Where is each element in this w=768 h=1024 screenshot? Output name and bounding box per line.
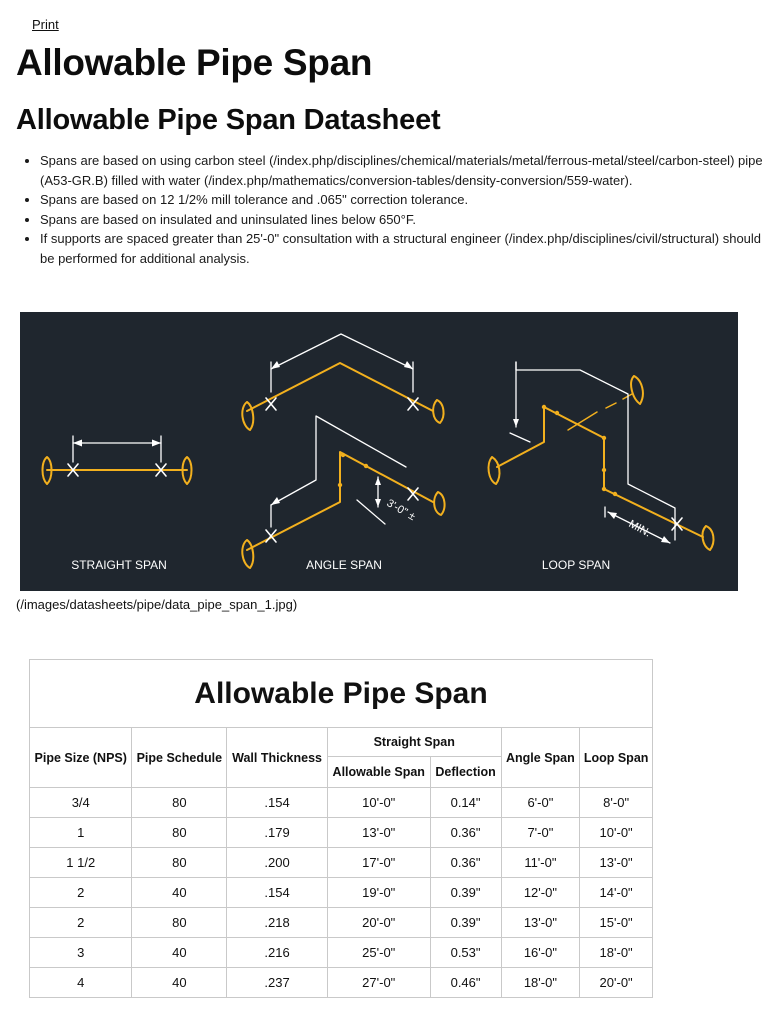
- angle-span-drawing: [242, 334, 444, 568]
- header-wall-thickness: Wall Thickness: [227, 728, 328, 788]
- cell-pipe-size: 1 1/2: [30, 848, 132, 878]
- table-row: [30, 908, 653, 938]
- header-loop-span: Loop Span: [580, 728, 653, 788]
- cell-pipe-size: 4: [30, 968, 132, 998]
- table-row: [30, 938, 653, 968]
- cell-pipe-size: 1: [30, 818, 132, 848]
- cell-angle-span: 16'-0": [501, 938, 580, 968]
- cell-deflection: 0.53": [430, 938, 501, 968]
- note-item-structural-engineer: • If supports are spaced greater than 25'-0" consultation with a structural engineer (/index.php/disciplines/civil/structural) should be performed for additional analysis.: [40, 229, 768, 268]
- section-title: Allowable Pipe Span Datasheet: [16, 104, 441, 136]
- header-pipe-schedule: Pipe Schedule: [132, 728, 227, 788]
- cell-deflection: 0.39": [430, 908, 501, 938]
- cell-deflection: 0.39": [430, 878, 501, 908]
- table-row: [30, 968, 653, 998]
- cell-schedule: 80: [132, 788, 227, 818]
- cell-wall: .154: [227, 788, 328, 818]
- cell-schedule: 40: [132, 938, 227, 968]
- angle-span-label: ANGLE SPAN: [306, 558, 382, 572]
- table-row: [30, 848, 653, 878]
- cell-angle-span: 18'-0": [501, 968, 580, 998]
- cell-wall: .218: [227, 908, 328, 938]
- cell-schedule: 80: [132, 848, 227, 878]
- cell-loop-span: 10'-0": [580, 818, 653, 848]
- note-item-insulation: • Spans are based on insulated and uninsulated lines below 650°F.: [40, 210, 768, 230]
- table-row: [30, 788, 653, 818]
- header-pipe-size: Pipe Size (NPS): [30, 728, 132, 788]
- cell-pipe-size: 2: [30, 908, 132, 938]
- cell-allowable-span: 25'-0": [327, 938, 430, 968]
- table-row: [30, 818, 653, 848]
- pipe-span-diagram-svg: [20, 312, 738, 591]
- cell-angle-span: 7'-0": [501, 818, 580, 848]
- table-row: [30, 878, 653, 908]
- cell-allowable-span: 17'-0": [327, 848, 430, 878]
- cell-loop-span: 14'-0": [580, 878, 653, 908]
- cell-schedule: 80: [132, 908, 227, 938]
- cell-deflection: 0.36": [430, 818, 501, 848]
- image-caption: (/images/datasheets/pipe/data_pipe_span_1.jpg): [16, 597, 298, 612]
- cell-deflection: 0.46": [430, 968, 501, 998]
- cell-schedule: 40: [132, 878, 227, 908]
- note-item-carbon-steel: • Spans are based on using carbon steel (/index.php/disciplines/chemical/materials/metal/ferrous-metal/steel/carbon-steel) pipe (A53-GR.B) filled with water (/index.php/mathematics/conversion-tables/density-conversion/559-water).: [40, 151, 768, 190]
- dimension-label: 3'-0" ±: [384, 497, 418, 524]
- cell-wall: .154: [227, 878, 328, 908]
- header-deflection: Deflection: [430, 757, 501, 788]
- cell-pipe-size: 3/4: [30, 788, 132, 818]
- cell-wall: .237: [227, 968, 328, 998]
- cell-wall: .216: [227, 938, 328, 968]
- cell-allowable-span: 19'-0": [327, 878, 430, 908]
- cell-loop-span: 13'-0": [580, 848, 653, 878]
- straight-span-label: STRAIGHT SPAN: [71, 558, 167, 572]
- cell-loop-span: 15'-0": [580, 908, 653, 938]
- allowable-pipe-span-table: [29, 659, 653, 998]
- cell-allowable-span: 13'-0": [327, 818, 430, 848]
- cell-angle-span: 11'-0": [501, 848, 580, 878]
- cell-loop-span: 20'-0": [580, 968, 653, 998]
- loop-span-drawing: [489, 362, 714, 550]
- cell-allowable-span: 27'-0": [327, 968, 430, 998]
- cell-angle-span: 13'-0": [501, 908, 580, 938]
- page-title: Allowable Pipe Span: [16, 42, 373, 83]
- cell-allowable-span: 20'-0": [327, 908, 430, 938]
- cell-angle-span: 6'-0": [501, 788, 580, 818]
- cell-angle-span: 12'-0": [501, 878, 580, 908]
- header-straight-span: Straight Span: [327, 728, 501, 757]
- cell-loop-span: 18'-0": [580, 938, 653, 968]
- cell-deflection: 0.14": [430, 788, 501, 818]
- cell-pipe-size: 2: [30, 878, 132, 908]
- print-link[interactable]: Print: [32, 17, 59, 32]
- cell-schedule: 40: [132, 968, 227, 998]
- min-label: MIN.: [626, 518, 653, 540]
- loop-span-label: LOOP SPAN: [541, 558, 611, 572]
- cell-loop-span: 8'-0": [580, 788, 653, 818]
- notes-list: [20, 151, 768, 268]
- pipe-span-diagram: [20, 312, 738, 591]
- straight-span-drawing: [43, 436, 192, 484]
- cell-wall: .200: [227, 848, 328, 878]
- cell-wall: .179: [227, 818, 328, 848]
- header-allowable-span: Allowable Span: [327, 757, 430, 788]
- note-item-tolerance: • Spans are based on 12 1/2% mill tolerance and .065" correction tolerance.: [40, 190, 768, 210]
- cell-deflection: 0.36": [430, 848, 501, 878]
- cell-pipe-size: 3: [30, 938, 132, 968]
- cell-schedule: 80: [132, 818, 227, 848]
- cell-allowable-span: 10'-0": [327, 788, 430, 818]
- table-title: Allowable Pipe Span: [30, 660, 653, 728]
- header-angle-span: Angle Span: [501, 728, 580, 788]
